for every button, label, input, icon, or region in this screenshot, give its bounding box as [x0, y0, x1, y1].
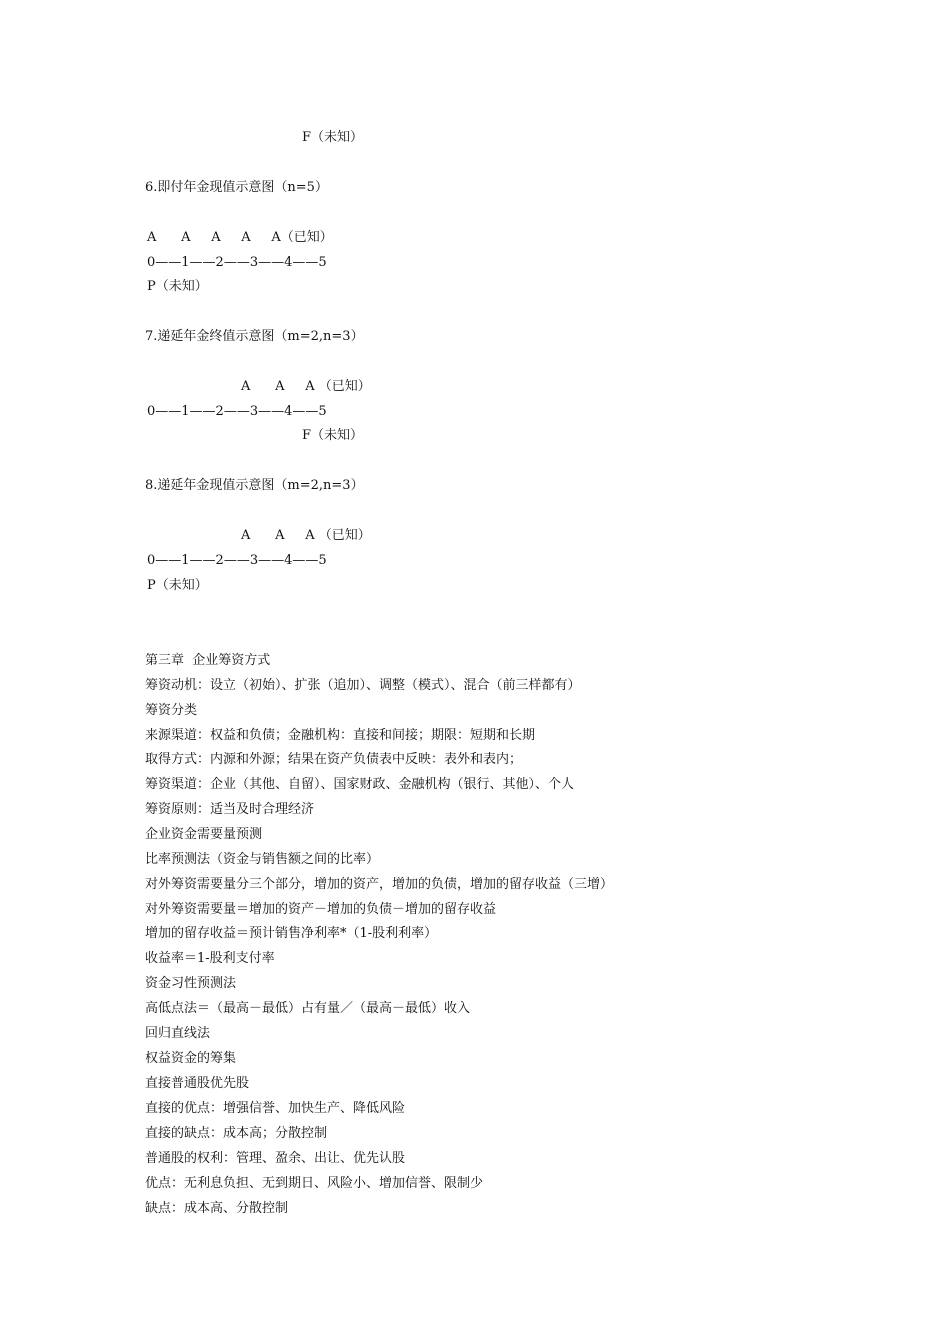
diagram-8-annuities: A A A （已知） [241, 528, 371, 543]
diagram-6-unknown: P（未知） [147, 279, 208, 294]
text-line: 资金习性预测法 [145, 976, 237, 991]
text-line: 缺点：成本高、分散控制 [145, 1201, 289, 1216]
text-line: 企业资金需要量预测 [145, 827, 263, 842]
text-line: 直接的缺点：成本高；分散控制 [145, 1126, 328, 1141]
text-line: 优点：无利息负担、无到期日、风险小、增加信誉、限制少 [145, 1176, 484, 1191]
diagram-7-title: 7.递延年金终值示意图（m=2,n=3） [145, 329, 364, 344]
text-line: 筹资渠道：企业（其他、自留）、国家财政、金融机构（银行、其他）、个人 [145, 777, 575, 792]
text-line: 对外筹资需要量＝增加的资产－增加的负债－增加的留存收益 [145, 902, 497, 917]
text-line: 高低点法＝（最高－最低）占有量／（最高－最低）收入 [145, 1001, 471, 1016]
text-line: 来源渠道：权益和负债；金融机构：直接和间接；期限：短期和长期 [145, 728, 536, 743]
text-line: 回归直线法 [145, 1026, 211, 1041]
diagram-8-title: 8.递延年金现值示意图（m=2,n=3） [145, 478, 364, 493]
text-line: 普通股的权利：管理、盈余、出让、优先认股 [145, 1151, 406, 1166]
diagram-6-timeline: 0——1——2——3——4——5 [147, 255, 327, 270]
diagram-6-annuities: A A A A A（已知） [147, 230, 333, 245]
text-line: 筹资动机：设立（初始）、扩张（追加）、调整（模式）、混合（前三样都有） [145, 678, 581, 693]
text-line: 筹资原则：适当及时合理经济 [145, 802, 315, 817]
text-line: 比率预测法（资金与销售额之间的比率） [145, 852, 380, 867]
text-line: 筹资分类 [145, 703, 198, 718]
diagram-8-unknown: P（未知） [147, 578, 208, 593]
text-line: 直接的优点：增强信誉、加快生产、降低风险 [145, 1101, 406, 1116]
text-line: 增加的留存收益＝预计销售净利率*（1-股利利率） [145, 926, 438, 941]
diagram-7-annuities: A A A （已知） [241, 379, 371, 394]
chapter-title: 第三章 企业筹资方式 [145, 653, 271, 668]
diagram-7-unknown: F（未知） [302, 428, 364, 443]
text-line: 对外筹资需要量分三个部分，增加的资产，增加的负债，增加的留存收益（三增） [145, 877, 614, 892]
diagram-6-title: 6.即付年金现值示意图（n=5） [145, 180, 328, 195]
diagram-8-timeline: 0——1——2——3——4——5 [147, 553, 327, 568]
text-line: 收益率＝1-股利支付率 [145, 951, 275, 966]
text-line: 直接普通股优先股 [145, 1076, 250, 1091]
f-unknown-label: F（未知） [302, 130, 364, 145]
diagram-7-timeline: 0——1——2——3——4——5 [147, 404, 327, 419]
text-line: 取得方式：内源和外源；结果在资产负债表中反映：表外和表内； [145, 752, 523, 767]
text-line: 权益资金的筹集 [145, 1051, 237, 1066]
